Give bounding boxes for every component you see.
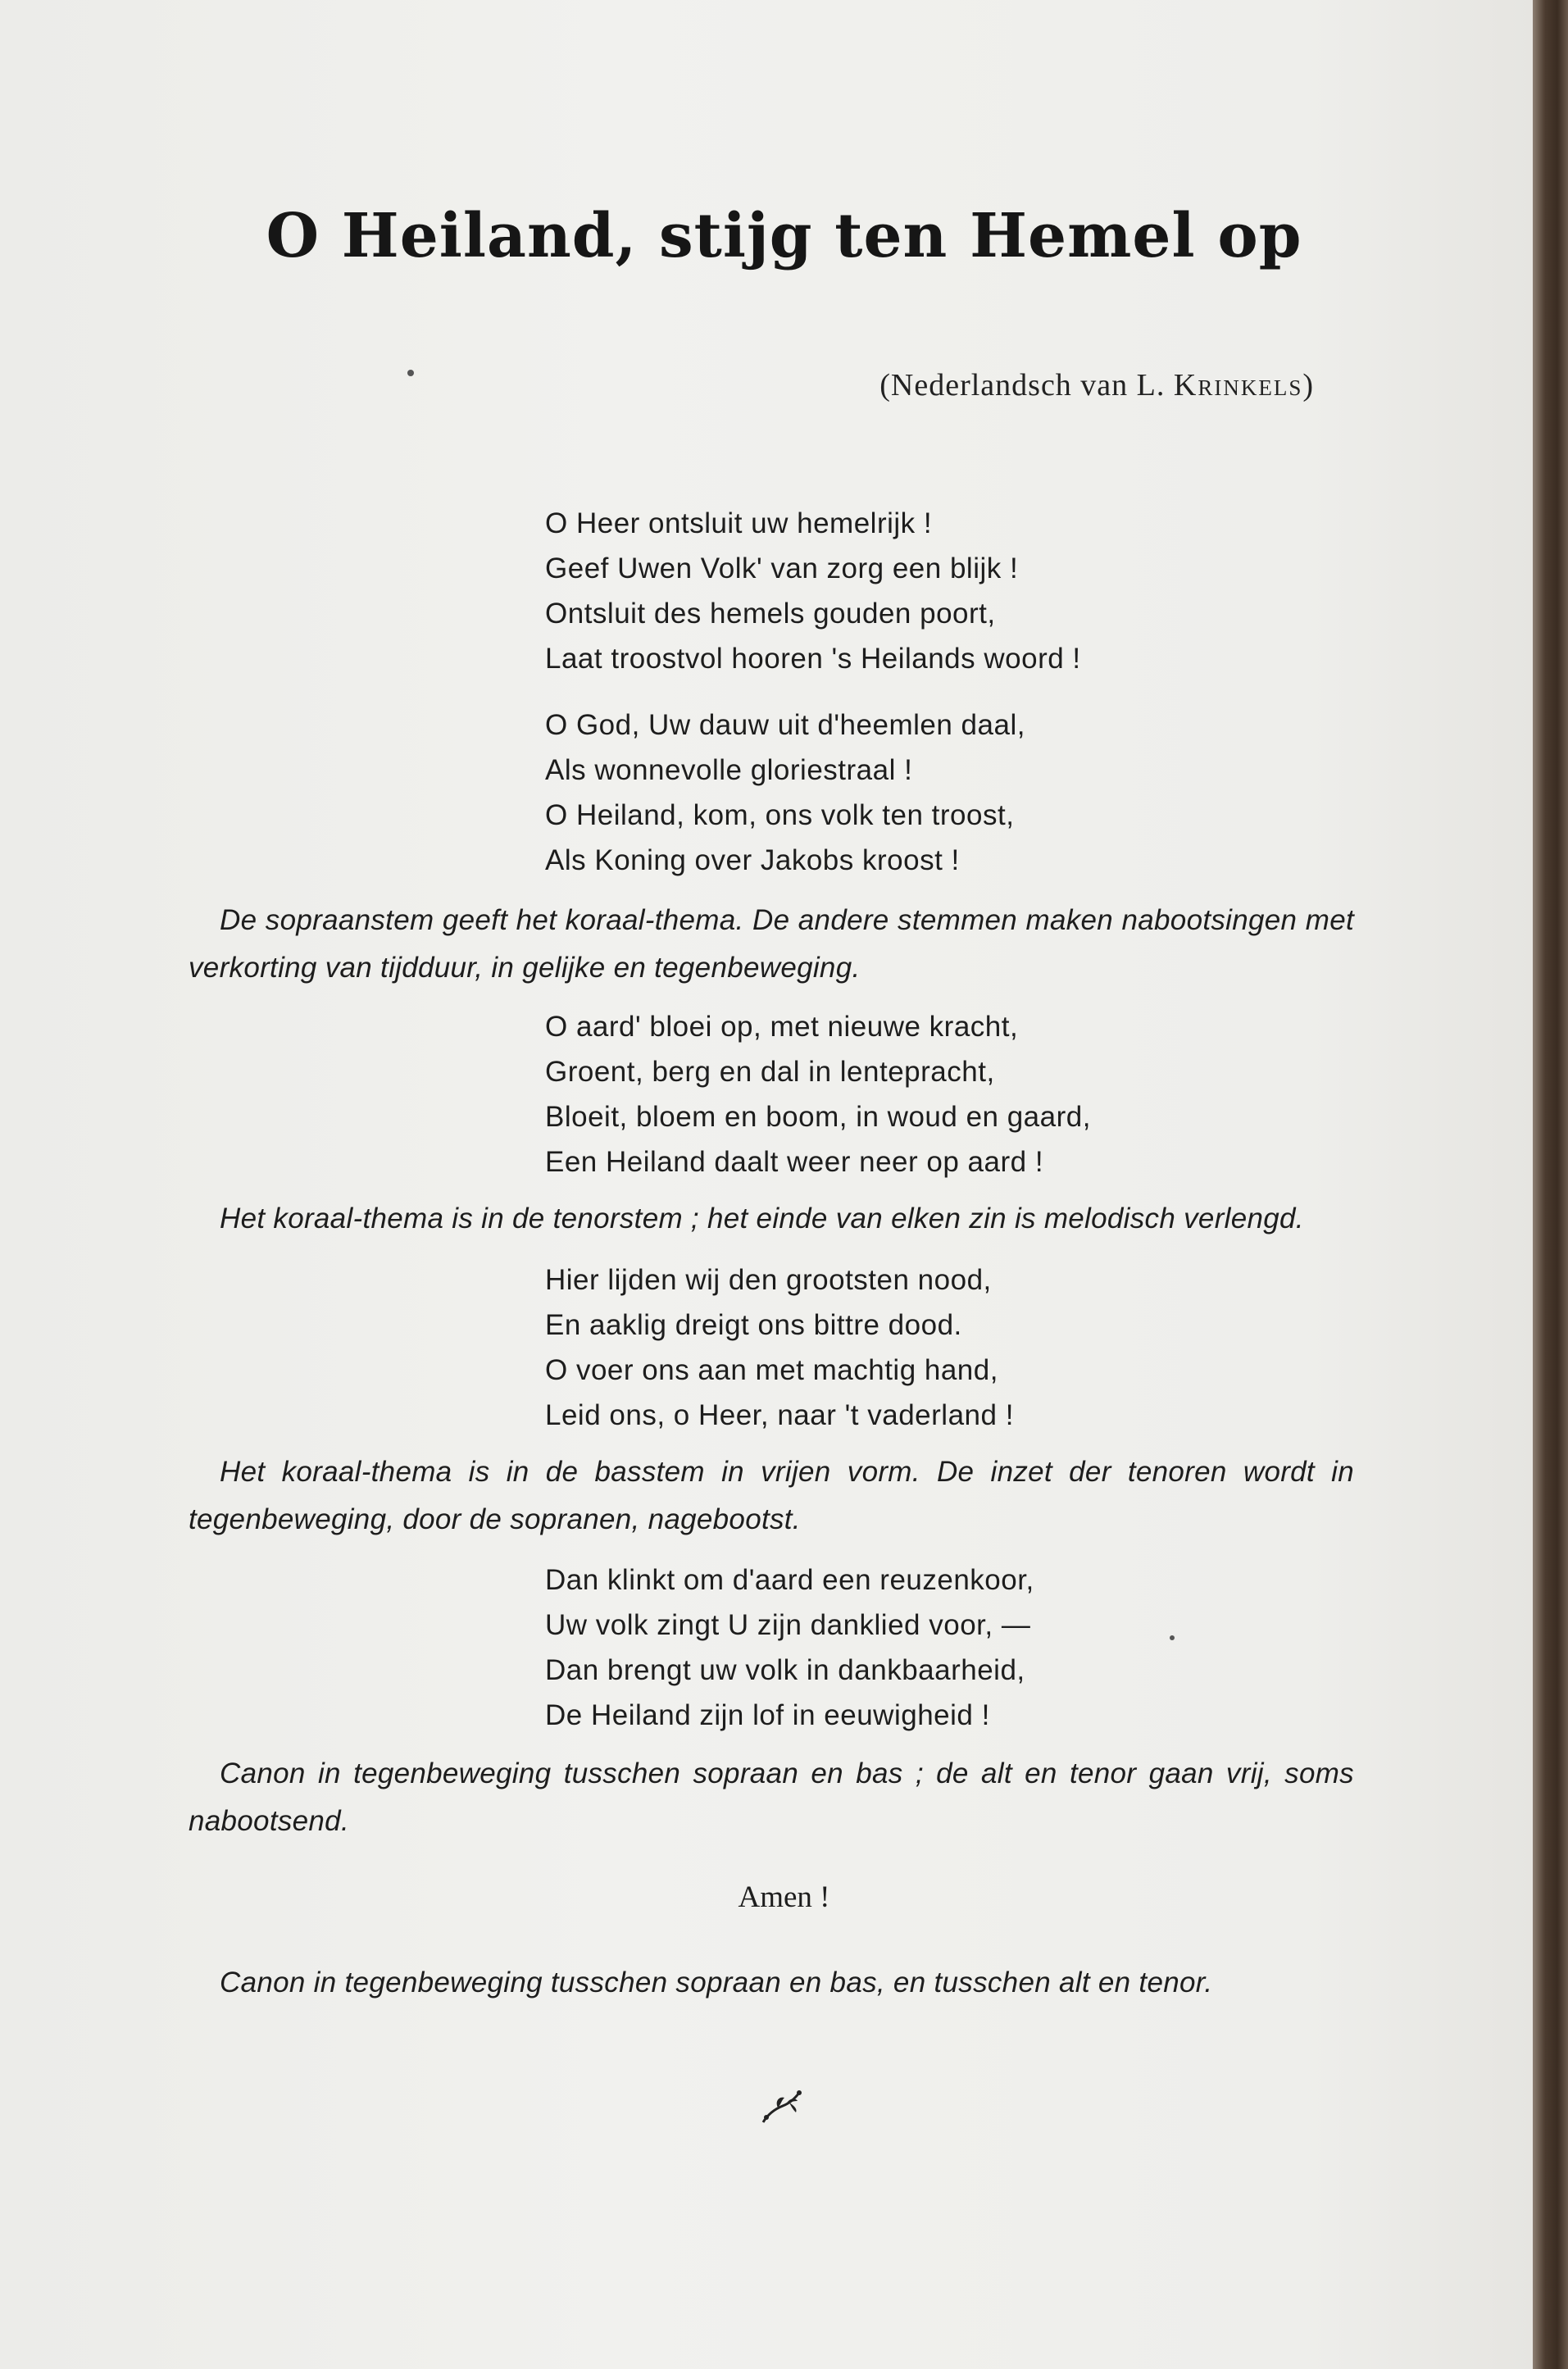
verse-line: Dan klinkt om d'aard een reuzenkoor, [545, 1564, 1034, 1596]
stanza-1 [545, 501, 1081, 681]
page-title: O Heiland, stijg ten Hemel op [266, 201, 1302, 271]
verse-line: Als wonnevolle gloriestraal ! [545, 754, 913, 786]
book-binding-edge [1533, 0, 1568, 2369]
verse-line: Als Koning over Jakobs kroost ! [545, 844, 960, 876]
amen-line: Amen ! [738, 1880, 830, 1914]
floral-ornament-icon [757, 2086, 806, 2127]
verse-line: En aaklig dreigt ons bittre dood. [545, 1309, 962, 1341]
stanza-5 [545, 1557, 1034, 1738]
verse-line: Bloeit, bloem en boom, in woud en gaard, [545, 1101, 1091, 1133]
verse-line: Ontsluit des hemels gouden poort, [545, 598, 996, 630]
paper-speck [407, 370, 414, 376]
credit-prefix: (Nederlandsch van L. [879, 368, 1174, 402]
performance-note-5: Canon in tegenbeweging tusschen sopraan en bas, en tusschen alt en tenor. [220, 1967, 1213, 1998]
verse-line: O God, Uw dauw uit d'heemlen daal, [545, 709, 1025, 741]
performance-note-1: De sopraanstem geeft het koraal-thema. De andere stemmen maken nabootsingen met verkorting van tijdduur, in gelijke en tegenbeweging. [189, 904, 1354, 984]
verse-line: De Heiland zijn lof in eeuwigheid ! [545, 1699, 990, 1731]
performance-note-3: Het koraal-thema is in de basstem in vrijen vorm. De inzet der tenoren wordt in tegenbeweging, door de sopranen, nagebootst. [189, 1456, 1354, 1535]
verse-line: O voer ons aan met machtig hand, [545, 1354, 998, 1386]
verse-line: Hier lijden wij den grootsten nood, [545, 1264, 992, 1296]
verse-line: Groent, berg en dal in lentepracht, [545, 1056, 995, 1088]
performance-note-2: Het koraal-thema is in de tenorstem ; het einde van elken zin is melodisch verlengd. [220, 1203, 1304, 1235]
paper-speck [1170, 1635, 1175, 1640]
verse-line: Geef Uwen Volk' van zorg een blijk ! [545, 552, 1019, 584]
verse-line: O Heer ontsluit uw hemelrijk ! [545, 507, 933, 539]
verse-line: Leid ons, o Heer, naar 't vaderland ! [545, 1399, 1014, 1431]
credit-suffix: ) [1302, 368, 1314, 402]
verse-line: Laat troostvol hooren 's Heilands woord ! [545, 643, 1081, 675]
translation-credit [879, 367, 1314, 403]
verse-line: O aard' bloei op, met nieuwe kracht, [545, 1011, 1019, 1043]
verse-line: Dan brengt uw volk in dankbaarheid, [545, 1654, 1025, 1686]
verse-line: O Heiland, kom, ons volk ten troost, [545, 799, 1015, 831]
verse-line: Uw volk zingt U zijn danklied voor, — [545, 1609, 1031, 1641]
stanza-3 [545, 1004, 1091, 1184]
performance-note-4: Canon in tegenbeweging tusschen sopraan en bas ; de alt en tenor gaan vrij, soms nabootsend. [189, 1757, 1354, 1837]
credit-author: Krinkels [1173, 368, 1303, 402]
stanza-2 [545, 703, 1025, 883]
stanza-4 [545, 1257, 1014, 1438]
verse-line: Een Heiland daalt weer neer op aard ! [545, 1146, 1044, 1178]
